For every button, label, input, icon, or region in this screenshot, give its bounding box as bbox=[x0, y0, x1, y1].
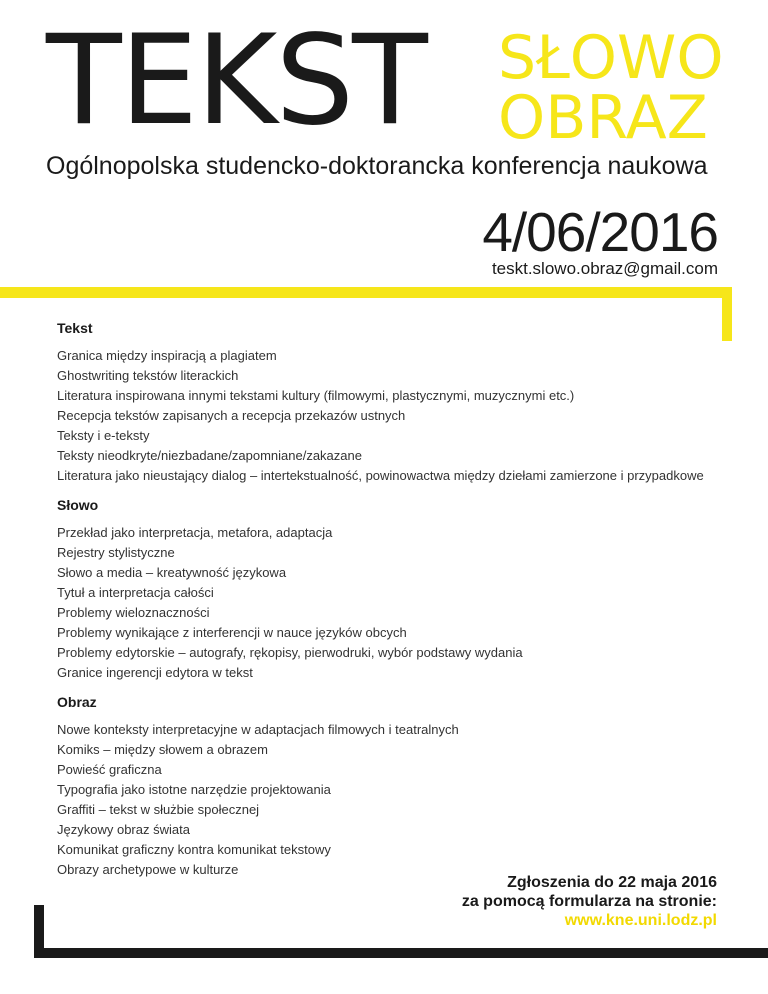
section-heading: Obraz bbox=[57, 694, 97, 710]
topic-item: Recepcja tekstów zapisanych a recepcja przekazów ustnych bbox=[57, 408, 406, 423]
section-slowo bbox=[57, 495, 737, 683]
topic-item: Problemy wieloznaczności bbox=[57, 605, 210, 620]
registration-method: za pomocą formularza na stronie: bbox=[461, 893, 717, 910]
topic-item: Tytuł a interpretacja całości bbox=[57, 585, 214, 600]
topic-item: Literatura inspirowana innymi tekstami kultury (filmowymi, plastycznymi, muzycznymi etc.) bbox=[57, 388, 575, 403]
black-bottom-bar bbox=[34, 948, 768, 958]
title-slowo: SŁOWO bbox=[498, 23, 724, 93]
topic-item: Językowy obraz świata bbox=[57, 822, 190, 837]
topic-list bbox=[57, 720, 737, 880]
topic-item: Powieść graficzna bbox=[57, 762, 162, 777]
topic-item: Nowe konteksty interpretacyjne w adaptacjach filmowych i teatralnych bbox=[57, 722, 459, 737]
topic-item: Granice ingerencji edytora w tekst bbox=[57, 665, 253, 680]
topic-item: Graffiti – tekst w służbie społecznej bbox=[57, 802, 260, 817]
section-heading: Tekst bbox=[57, 320, 93, 336]
topic-item: Teksty i e-teksty bbox=[57, 428, 150, 443]
section-heading: Słowo bbox=[57, 497, 99, 513]
conference-subtitle: Ogólnopolska studencko-doktorancka konferencja naukowa bbox=[46, 152, 708, 180]
topic-item: Przekład jako interpretacja, metafora, adaptacja bbox=[57, 525, 333, 540]
conference-date: 4/06/2016 bbox=[482, 201, 718, 263]
section-obraz bbox=[57, 692, 737, 880]
topic-item: Teksty nieodkryte/niezbadane/zapomniane/zakazane bbox=[57, 448, 362, 463]
title-tekst: TEKST bbox=[46, 9, 426, 153]
topic-list bbox=[57, 346, 737, 486]
topic-item: Granica między inspiracją a plagiatem bbox=[57, 348, 277, 363]
topics-content bbox=[57, 318, 737, 889]
topic-item: Typografia jako istotne narzędzie projektowania bbox=[57, 782, 331, 797]
topic-item: Rejestry stylistyczne bbox=[57, 545, 175, 560]
registration-info bbox=[462, 873, 717, 930]
topic-item: Komunikat graficzny kontra komunikat tekstowy bbox=[57, 842, 331, 857]
contact-email[interactable]: teskt.slowo.obraz@gmail.com bbox=[491, 259, 718, 278]
topic-item: Słowo a media – kreatywność językowa bbox=[57, 565, 287, 580]
registration-deadline: Zgłoszenia do 22 maja 2016 bbox=[507, 874, 717, 891]
topic-item: Problemy edytorskie – autografy, rękopisy, pierwodruki, wybór podstawy wydania bbox=[57, 645, 523, 660]
section-tekst bbox=[57, 318, 737, 486]
yellow-divider-bar bbox=[0, 287, 732, 298]
topic-item: Obrazy archetypowe w kulturze bbox=[57, 862, 239, 877]
topic-item: Problemy wynikające z interferencji w nauce języków obcych bbox=[57, 625, 407, 640]
topic-item: Ghostwriting tekstów literackich bbox=[57, 368, 239, 383]
topic-item: Literatura jako nieustający dialog – intertekstualność, powinowactwa między dziełami zamierzone i przypadkowe bbox=[57, 468, 704, 483]
title-obraz: OBRAZ bbox=[498, 83, 708, 153]
registration-link[interactable]: www.kne.uni.lodz.pl bbox=[564, 912, 717, 929]
topic-list bbox=[57, 523, 737, 683]
topic-item: Komiks – między słowem a obrazem bbox=[57, 742, 268, 757]
